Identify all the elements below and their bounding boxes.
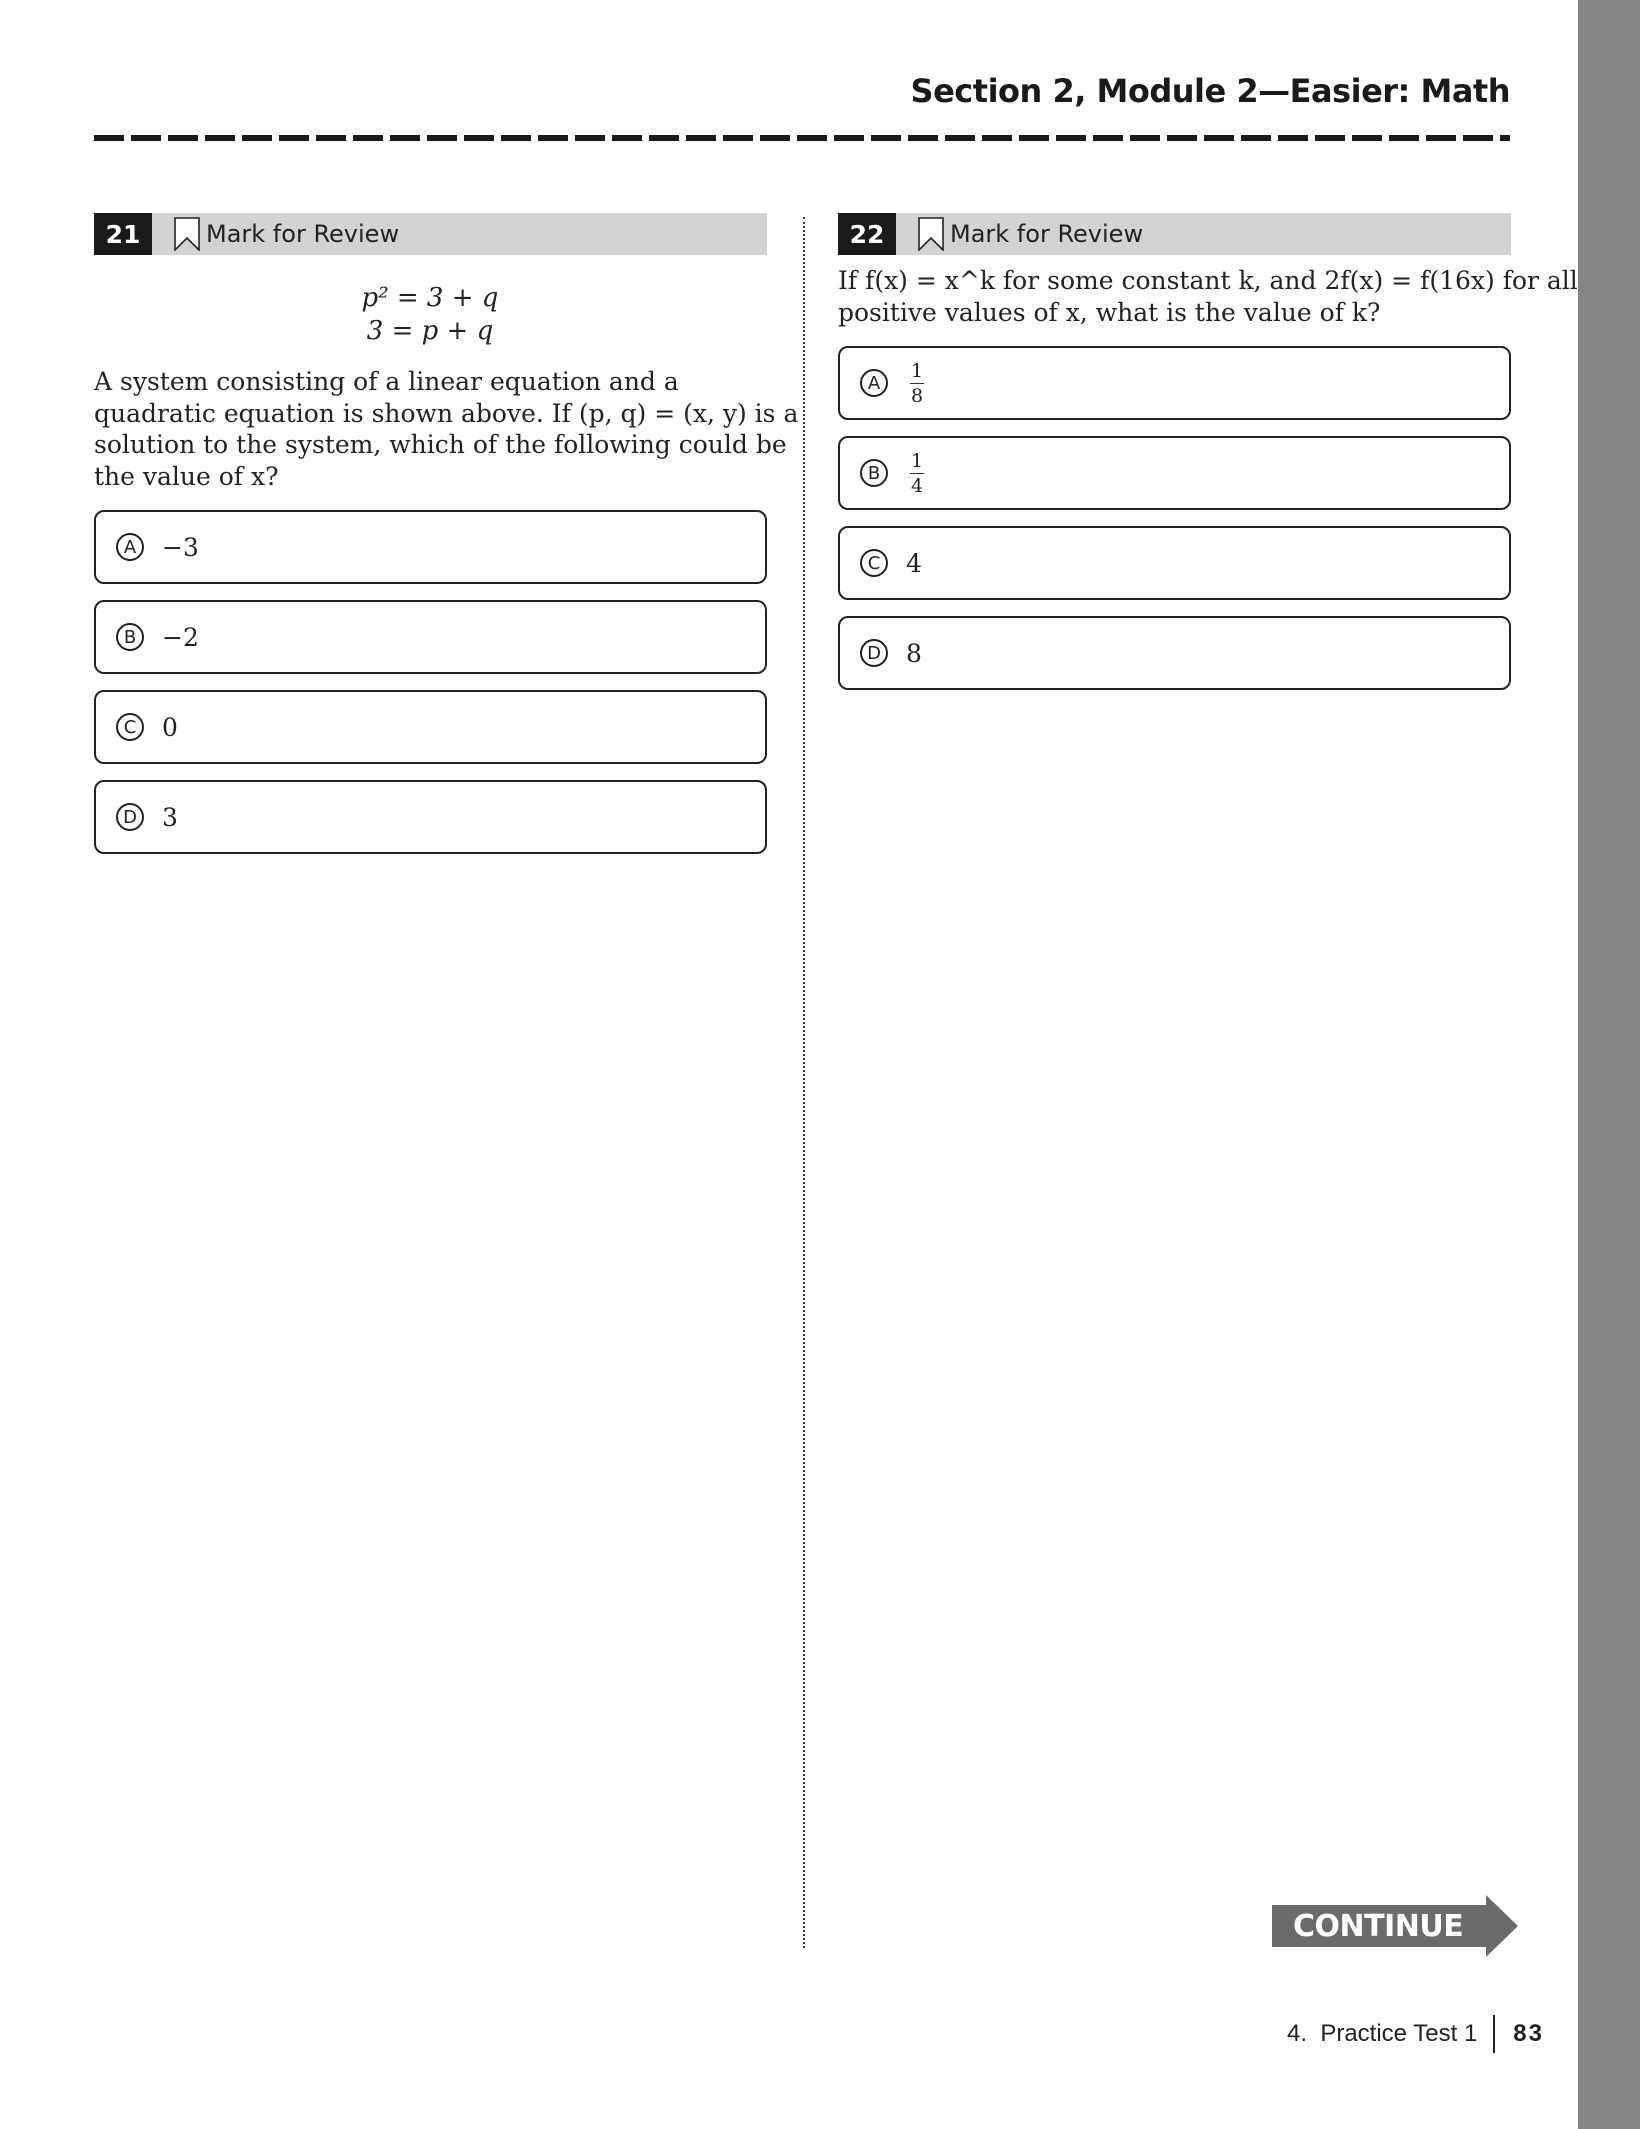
prompt-line: A system consisting of a linear equation and a (94, 367, 679, 396)
choice-letter: B (116, 623, 144, 651)
choice-letter: D (860, 639, 888, 667)
choice-value: 3 (162, 802, 178, 832)
question-21-prompt (94, 366, 798, 492)
choice-letter: A (116, 533, 144, 561)
prompt-line: If f(x) = x^k for some constant k, and 2f(x) = f(16x) for all (838, 266, 1578, 295)
prompt-line: solution to the system, which of the following could be (94, 430, 787, 459)
footer-separator (1493, 2015, 1495, 2053)
question-21-header (94, 213, 767, 255)
question-22-header (838, 213, 1511, 255)
numerator: 1 (910, 359, 924, 382)
denominator: 8 (910, 384, 924, 407)
dashed-rule (94, 135, 1510, 141)
equation-2: 3 = p + q (366, 316, 494, 346)
column-divider (803, 217, 805, 1948)
choice-21-d[interactable] (94, 780, 767, 854)
choice-letter: D (116, 803, 144, 831)
equation-system (310, 282, 550, 348)
question-number: 21 (94, 213, 152, 255)
question-number: 22 (838, 213, 896, 255)
continue-label: CONTINUE (1293, 1909, 1464, 1944)
choice-letter: C (116, 713, 144, 741)
chapter-label: 4. Practice Test 1 (1286, 2020, 1478, 2047)
page-footer (1287, 2015, 1544, 2053)
choice-21-c[interactable] (94, 690, 767, 764)
choice-21-b[interactable] (94, 600, 767, 674)
choice-letter: B (860, 459, 888, 487)
choice-value: 4 (906, 548, 922, 578)
fraction (910, 451, 924, 496)
continue-button[interactable] (1272, 1895, 1518, 1961)
choice-22-a[interactable] (838, 346, 1511, 420)
bookmark-icon[interactable] (174, 217, 200, 251)
mark-for-review-button[interactable]: Mark for Review (950, 220, 1144, 248)
page-edge-tab (1578, 0, 1640, 2129)
fraction (910, 361, 924, 406)
prompt-line: the value of x? (94, 461, 279, 491)
bookmark-icon[interactable] (918, 217, 944, 251)
prompt-line: positive values of x, what is the value of k? (838, 297, 1381, 327)
choice-22-c[interactable] (838, 526, 1511, 600)
choice-22-d[interactable] (838, 616, 1511, 690)
choice-value: −3 (162, 532, 199, 562)
mark-for-review-button[interactable]: Mark for Review (206, 220, 400, 248)
equation-1: p² = 3 + q (361, 283, 499, 313)
choice-value: 8 (906, 638, 922, 668)
choice-letter: A (860, 369, 888, 397)
choice-value: −2 (162, 622, 199, 652)
page-number: 83 (1513, 2020, 1544, 2047)
denominator: 4 (910, 474, 924, 497)
choice-21-a[interactable] (94, 510, 767, 584)
question-22-prompt (838, 265, 1578, 328)
numerator: 1 (910, 449, 924, 472)
section-title: Section 2, Module 2—Easier: Math (910, 72, 1510, 110)
prompt-line: quadratic equation is shown above. If (p, q) = (x, y) is a (94, 398, 799, 428)
choice-22-b[interactable] (838, 436, 1511, 510)
choice-value: 0 (162, 712, 178, 742)
choice-letter: C (860, 549, 888, 577)
